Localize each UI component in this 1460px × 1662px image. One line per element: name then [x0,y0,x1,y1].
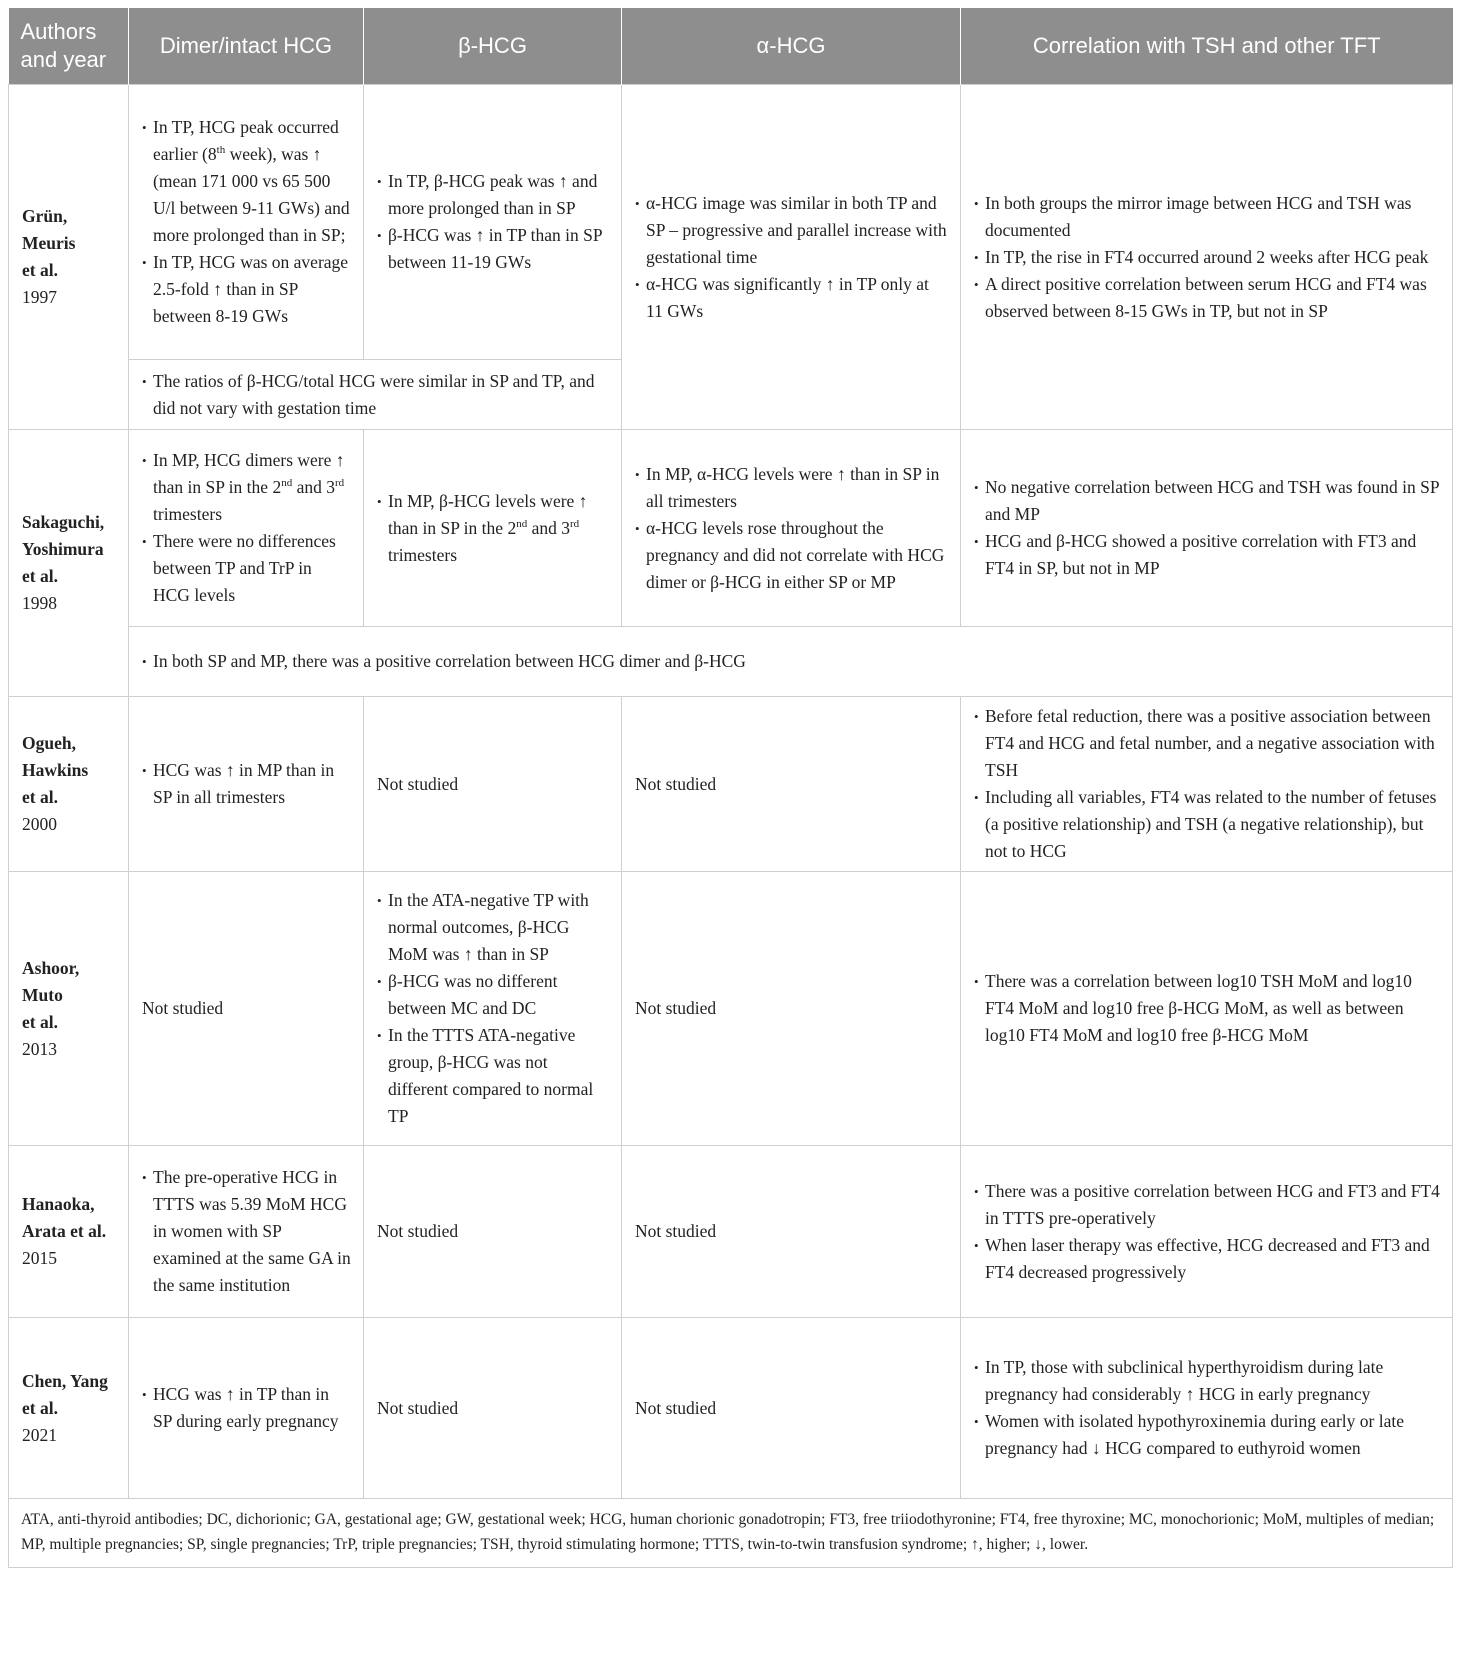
list-item: • No negative correlation between HCG and TSH was found in SP and MP [974,474,1440,528]
table-row [9,430,1453,627]
table-row [9,85,1453,360]
dimer-cell: Not studied [129,872,364,1146]
list-item: • In MP, β-HCG levels were ↑ than in SP in the 2nd and 3rd trimesters [377,488,609,569]
correlation-cell [961,697,1453,872]
list-item: • A direct positive correlation between serum HCG and FT4 was observed between 8-15 GWs in TP, but not in SP [974,271,1440,325]
list-item: • In MP, α-HCG levels were ↑ than in SP in all trimesters [635,461,948,515]
table-row [9,627,1453,697]
list-item: • β-HCG was no different between MC and DC [377,968,609,1022]
list-item: • HCG was ↑ in TP than in SP during early pregnancy [142,1381,351,1435]
list-item: • In TP, those with subclinical hyperthyroidism during late pregnancy had considerably ↑ HCG in early pregnancy [974,1354,1440,1408]
author-cell: Sakaguchi, Yoshimura et al. 1998 [9,430,129,697]
span-note-cell [129,627,1453,697]
list-item: • α-HCG image was similar in both TP and SP – progressive and parallel increase with gestational time [635,190,948,271]
beta-cell [364,85,622,360]
list-item: • In both SP and MP, there was a positive correlation between HCG dimer and β-HCG [142,648,1440,675]
header-dimer: Dimer/intact HCG [129,8,364,85]
span-note-cell [129,360,622,430]
list-item: • Including all variables, FT4 was related to the number of fetuses (a positive relationship) and TSH (a negative relationship), but not to HCG [974,784,1440,865]
header-authors: Authors and year [9,8,129,85]
list-item: • In the TTTS ATA-negative group, β-HCG was not different compared to normal TP [377,1022,609,1130]
list-item: • There was a correlation between log10 TSH MoM and log10 FT4 MoM and log10 free β-HCG MoM, as well as between log10 FT4 MoM and log10 free β-HCG MoM [974,968,1440,1049]
correlation-cell [961,1146,1453,1318]
table-container [8,8,1452,1568]
list-item: • HCG and β-HCG showed a positive correlation with FT3 and FT4 in SP, but not in MP [974,528,1440,582]
list-item: • In TP, the rise in FT4 occurred around 2 weeks after HCG peak [974,244,1440,271]
list-item: • In both groups the mirror image between HCG and TSH was documented [974,190,1440,244]
beta-cell: Not studied [364,1146,622,1318]
alpha-cell [622,85,961,430]
alpha-cell [622,430,961,627]
list-item: • In TP, HCG peak occurred earlier (8th week), was ↑ (mean 171 000 vs 65 500 U/l between 9-11 GWs) and more prolonged than in SP; [142,114,351,249]
beta-cell: Not studied [364,697,622,872]
list-item: • The pre-operative HCG in TTTS was 5.39 MoM HCG in women with SP examined at the same GA in the same institution [142,1164,351,1299]
dimer-cell [129,430,364,627]
alpha-cell: Not studied [622,1146,961,1318]
list-item: • The ratios of β-HCG/total HCG were similar in SP and TP, and did not vary with gestation time [142,368,609,422]
list-item: • In the ATA-negative TP with normal outcomes, β-HCG MoM was ↑ than in SP [377,887,609,968]
header-row [9,8,1453,85]
alpha-cell: Not studied [622,697,961,872]
list-item: • β-HCG was ↑ in TP than in SP between 11-19 GWs [377,222,609,276]
header-correlation: Correlation with TSH and other TFT [961,8,1453,85]
correlation-cell [961,872,1453,1146]
correlation-cell [961,430,1453,627]
hcg-comparison-table [8,8,1453,1568]
table-row [9,1318,1453,1499]
footnote: ATA, anti-thyroid antibodies; DC, dichorionic; GA, gestational age; GW, gestational week; HCG, human chorionic gonadotropin; FT3, free triiodothyronine; FT4, free thyroxine; MC, monochorionic; MoM, multiples of median; MP, multiple pregnancies; SP, single pregnancies; TrP, triple pregnancies; TSH, thyroid stimulating hormone; TTTS, twin-to-twin transfusion syndrome; ↑, higher; ↓, lower. [9,1499,1453,1568]
beta-cell: Not studied [364,1318,622,1499]
alpha-cell: Not studied [622,1318,961,1499]
list-item: • There were no differences between TP and TrP in HCG levels [142,528,351,609]
header-beta: β-HCG [364,8,622,85]
beta-cell [364,430,622,627]
table-row [9,697,1453,872]
dimer-cell [129,697,364,872]
dimer-cell [129,1146,364,1318]
list-item: • α-HCG was significantly ↑ in TP only at 11 GWs [635,271,948,325]
list-item: • Women with isolated hypothyroxinemia during early or late pregnancy had ↓ HCG compared to euthyroid women [974,1408,1440,1462]
list-item: • There was a positive correlation between HCG and FT3 and FT4 in TTTS pre-operatively [974,1178,1440,1232]
list-item: • In TP, β-HCG peak was ↑ and more prolonged than in SP [377,168,609,222]
correlation-cell [961,1318,1453,1499]
dimer-cell [129,85,364,360]
list-item: • When laser therapy was effective, HCG decreased and FT3 and FT4 decreased progressively [974,1232,1440,1286]
list-item: • Before fetal reduction, there was a positive association between FT4 and HCG and fetal number, and a negative association with TSH [974,703,1440,784]
list-item: • HCG was ↑ in MP than in SP in all trimesters [142,757,351,811]
list-item: • α-HCG levels rose throughout the pregnancy and did not correlate with HCG dimer or β-HCG in either SP or MP [635,515,948,596]
table-row [9,1146,1453,1318]
author-cell: Grün, Meuris et al. 1997 [9,85,129,430]
header-alpha: α-HCG [622,8,961,85]
author-cell: Ogueh, Hawkins et al. 2000 [9,697,129,872]
alpha-cell: Not studied [622,872,961,1146]
correlation-cell [961,85,1453,430]
beta-cell [364,872,622,1146]
list-item: • In MP, HCG dimers were ↑ than in SP in the 2nd and 3rd trimesters [142,447,351,528]
table-row [9,872,1453,1146]
dimer-cell [129,1318,364,1499]
footnote-row [9,1499,1453,1568]
author-cell: Hanaoka, Arata et al. 2015 [9,1146,129,1318]
author-cell: Chen, Yang et al. 2021 [9,1318,129,1499]
list-item: • In TP, HCG was on average 2.5-fold ↑ than in SP between 8-19 GWs [142,249,351,330]
author-cell: Ashoor, Muto et al. 2013 [9,872,129,1146]
